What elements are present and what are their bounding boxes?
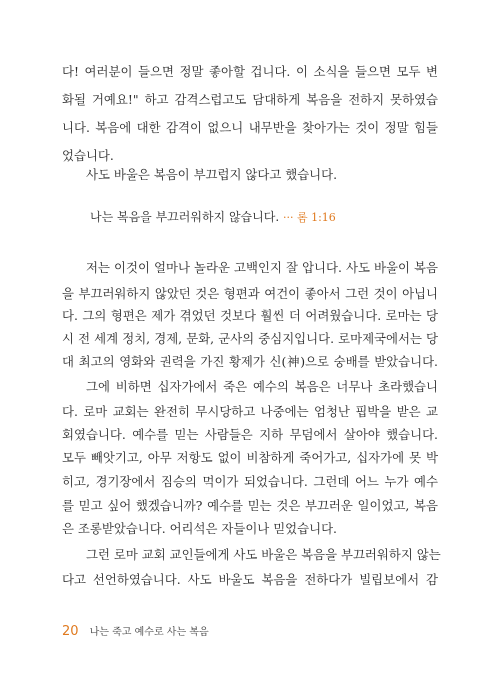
quote-reference: ··· 롬 1:16	[282, 211, 336, 224]
body-text-line: 시 전 세계 정치, 경제, 문화, 군사의 중심지입니다. 로마제국에서는 당	[62, 331, 438, 346]
body-text-line: 사도 바울은 복음이 부끄럽지 않다고 했습니다.	[86, 167, 338, 182]
body-text-line: 를 믿고 싶어 했겠습니까? 예수를 믿는 것은 부끄러운 일이었고, 복음	[62, 498, 438, 513]
body-text-line: 회였습니다. 예수를 믿는 사람들은 지하 무덤에서 살아야 했습니다.	[62, 427, 438, 442]
body-text-line: 저는 이것이 얼마나 놀라운 고백인지 잘 압니다. 사도 바울이 복음	[86, 260, 438, 275]
body-text-line: 을 부끄러워하지 않았던 것은 형편과 여건이 좋아서 그런 것이 아닙니	[62, 286, 438, 301]
body-text-line: 그런 로마 교회 교인들에게 사도 바울은 복음을 부끄러워하지 않는	[86, 547, 441, 562]
page-footer	[62, 620, 209, 640]
body-text-line: 니다. 복음에 대한 감격이 없으니 내무반을 찾아가는 것이 정말 힘들	[62, 120, 438, 135]
page-number: 20	[62, 624, 79, 639]
body-text-line: 히고, 경기장에서 짐승의 먹이가 되었습니다. 그런데 어느 누가 예수	[62, 474, 438, 489]
body-text-line: 었습니다.	[62, 148, 114, 163]
body-text-line: 다. 로마 교회는 완전히 무시당하고 나중에는 엄청난 핍박을 받은 교	[62, 404, 438, 419]
body-text-line: 대 최고의 영화와 권력을 가진 황제가 신(神)으로 숭배를 받았습니다.	[62, 354, 438, 369]
body-text-line: 다고 선언하였습니다. 사도 바울도 복음을 전하다가 빌립보에서 감	[62, 572, 438, 587]
scripture-quote	[90, 208, 336, 227]
body-text-line: 그에 비하면 십자가에서 죽은 예수의 복음은 너무나 초라했습니	[86, 379, 438, 394]
body-text-line: 화될 거예요!" 하고 감격스럽고도 담대하게 복음을 전하지 못하였습	[62, 92, 438, 107]
body-text-line: 모두 빼앗기고, 아무 저항도 없이 비참하게 죽어가고, 십자가에 못 박	[62, 450, 438, 465]
quote-text: 나는 복음을 부끄러워하지 않습니다.	[90, 210, 280, 224]
body-text-line: 다! 여러분이 들으면 정말 좋아할 겁니다. 이 소식을 들으면 모두 변	[62, 64, 438, 79]
book-title: 나는 죽고 예수로 사는 복음	[89, 627, 209, 638]
body-text-line: 은 조롱받았습니다. 어리석은 자들이나 믿었습니다.	[62, 521, 337, 536]
body-text-line: 다. 그의 형편은 제가 겪었던 것보다 훨씬 더 어려웠습니다. 로마는 당	[62, 308, 438, 323]
